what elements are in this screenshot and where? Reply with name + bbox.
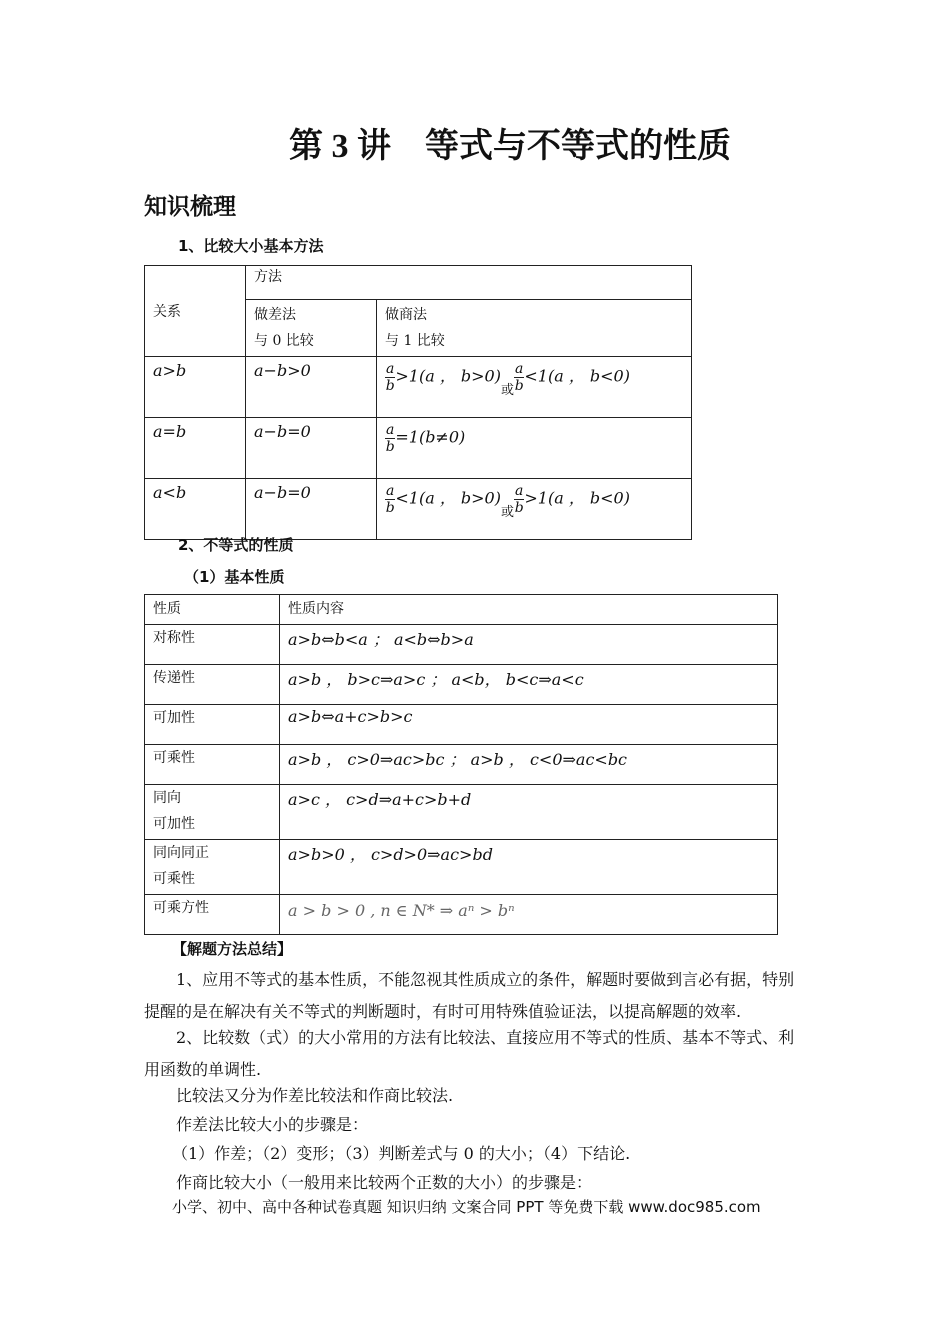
page-title: 第 3 讲 等式与不等式的性质	[289, 128, 731, 165]
property-name: 可加性	[145, 705, 280, 745]
property-name: 传递性	[145, 665, 280, 705]
property-name: 对称性	[145, 625, 280, 665]
property-content: a>b ， b>c⇒a>c ； a<b， b<c⇒a<c	[280, 665, 778, 705]
quot-method-note: 与 1 比较	[385, 333, 445, 349]
property-name: 可乘方性	[145, 895, 280, 935]
quot-method-header	[377, 300, 692, 357]
property-content: a>b>0 ， c>d>0⇒ac>bd	[280, 840, 778, 895]
property-content: a>b⇔b<a ； a<b⇔b>a	[280, 625, 778, 665]
property-name: 同向 可加性	[145, 785, 280, 840]
property-content-header: 性质内容	[280, 595, 778, 625]
quot-cell: $\frac{a}{b}$ <1(a ， b>0)或 $\frac{a}{b}$ >1(a ， b<0)	[377, 479, 692, 540]
quot-cell: $\frac{a}{b}$ =1(b≠0)	[377, 418, 692, 479]
diff-cell: a−b>0	[246, 357, 377, 418]
diff-method-label: 做差法	[254, 307, 296, 323]
footer-ad: 小学、初中、高中各种试卷真题 知识归纳 文案合同 PPT 等免费下载 www.doc985.com	[172, 1198, 761, 1216]
method-header: 方法	[246, 266, 692, 300]
fraction: $\frac{a}{b}$	[385, 483, 395, 516]
relation-header: 关系	[145, 266, 246, 357]
paragraph: 作差法比较大小的步骤是：	[176, 1115, 369, 1134]
diff-method-header	[246, 300, 377, 357]
fraction: $\frac{a}{b}$	[385, 361, 395, 394]
property-content: a>b ， c>0⇒ac>bc ； a>b ， c<0⇒ac<bc	[280, 745, 778, 785]
paragraph: 比较法又分为作差比较法和作商比较法.	[176, 1086, 454, 1105]
quot-cell: $\frac{a}{b}$ >1(a ， b>0)或 $\frac{a}{b}$ <1(a ， b<0)	[377, 357, 692, 418]
subheading-properties: 2、不等式的性质	[178, 536, 294, 554]
subheading-basic-properties: （1）基本性质	[184, 568, 285, 586]
property-name: 同向同正 可乘性	[145, 840, 280, 895]
fraction: $\frac{a}{b}$	[514, 361, 524, 394]
diff-cell: a−b=0	[246, 479, 377, 540]
paragraph: （1）作差；（2）变形；（3）判断差式与 0 的大小；（4）下结论.	[172, 1144, 631, 1163]
subheading-compare-methods: 1、比较大小基本方法	[178, 237, 324, 255]
compare-methods-table	[144, 265, 692, 540]
quot-method-label: 做商法	[385, 307, 427, 323]
relation-cell: a=b	[145, 418, 246, 479]
property-content: a > b > 0 , n ∈ N* ⇒ aⁿ > bⁿ	[280, 895, 778, 935]
diff-method-note: 与 0 比较	[254, 333, 314, 349]
property-header: 性质	[145, 595, 280, 625]
paragraph: 1、应用不等式的基本性质，不能忽视其性质成立的条件，解题时要做到言必有据，特别提醒的是在解决有关不等式的判断题时，有时可用特殊值验证法，以提高解题的效率.	[144, 970, 795, 1021]
fraction: $\frac{a}{b}$	[514, 483, 524, 516]
diff-cell: a−b=0	[246, 418, 377, 479]
paragraph: 2、比较数（式）的大小常用的方法有比较法、直接应用不等式的性质、基本不等式、利用函数的单调性.	[144, 1028, 795, 1079]
summary-heading: 【解题方法总结】	[172, 940, 293, 958]
section-heading: 知识梳理	[144, 194, 236, 220]
properties-table	[144, 594, 778, 935]
fraction: $\frac{a}{b}$	[385, 422, 395, 455]
relation-cell: a<b	[145, 479, 246, 540]
property-name: 可乘性	[145, 745, 280, 785]
relation-cell: a>b	[145, 357, 246, 418]
paragraph: 作商比较大小（一般用来比较两个正数的大小）的步骤是：	[176, 1173, 593, 1192]
property-content: a>b⇔a+c>b>c	[280, 705, 778, 745]
property-content: a>c ， c>d⇒a+c>b+d	[280, 785, 778, 840]
